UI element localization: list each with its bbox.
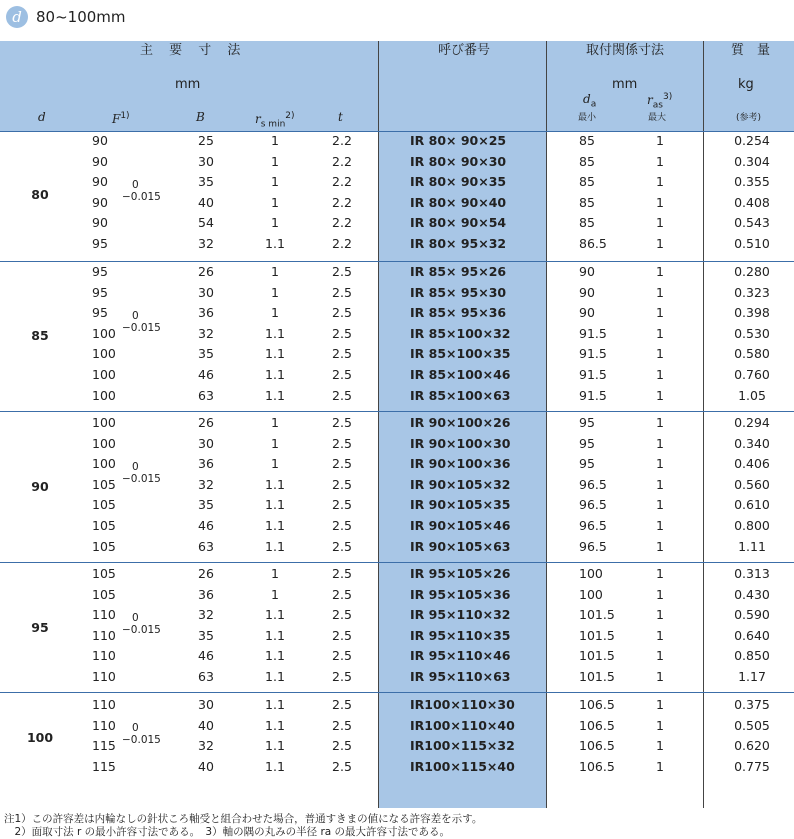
cell-ras: 1 xyxy=(656,627,664,643)
header-max: 最大 xyxy=(648,113,667,123)
cell-F: 105 xyxy=(92,538,116,554)
cell-mass: 0.398 xyxy=(734,305,770,321)
cell-t: 2.5 xyxy=(332,607,352,623)
bearing-designation: IR 85× 95×30 xyxy=(410,284,507,300)
cell-mass: 0.323 xyxy=(734,284,770,300)
cell-r: 1.1 xyxy=(265,476,285,492)
cell-B: 63 xyxy=(198,538,214,554)
bearing-designation: IR 85×100×63 xyxy=(410,387,511,403)
bearing-designation: IR 80× 90×40 xyxy=(410,194,507,210)
cell-t: 2.5 xyxy=(332,367,352,382)
cell-F: 105 xyxy=(92,518,116,533)
bearing-designation: IR 85×100×35 xyxy=(410,346,511,362)
header-col-da-label: d xyxy=(583,92,591,106)
cell-r: 1 xyxy=(271,264,279,279)
group-separator xyxy=(0,131,794,132)
cell-r: 1 xyxy=(271,586,279,602)
cell-ras: 1 xyxy=(656,346,664,362)
cell-B: 26 xyxy=(198,566,214,581)
header-col-F xyxy=(112,109,130,126)
cell-da: 95 xyxy=(579,456,595,472)
cell-B: 32 xyxy=(198,738,214,754)
cell-t: 2.2 xyxy=(332,174,352,190)
bearing-designation: IR 80× 90×54 xyxy=(410,215,507,231)
bearing-designation: IR 85×100×32 xyxy=(410,325,511,341)
cell-t: 2.2 xyxy=(332,215,352,231)
cell-mass: 0.505 xyxy=(734,717,770,733)
bearing-designation: IR100×110×40 xyxy=(410,717,515,733)
cell-r: 1.1 xyxy=(265,607,285,623)
cell-B: 46 xyxy=(198,648,214,664)
cell-mass: 0.408 xyxy=(734,194,770,210)
cell-da: 106.5 xyxy=(579,697,615,712)
cell-ras: 1 xyxy=(656,538,664,554)
cell-da: 106.5 xyxy=(579,717,615,733)
cell-ras: 1 xyxy=(656,325,664,341)
cell-B: 46 xyxy=(198,367,214,382)
cell-F: 90 xyxy=(92,174,108,190)
cell-F: 105 xyxy=(92,566,116,581)
cell-ras: 1 xyxy=(656,236,664,251)
cell-t: 2.2 xyxy=(332,153,352,169)
group-separator xyxy=(0,411,794,412)
cell-mass: 1.17 xyxy=(738,669,766,684)
cell-F: 100 xyxy=(92,387,116,403)
cell-mass: 0.280 xyxy=(734,264,770,279)
cell-F: 90 xyxy=(92,153,108,169)
cell-F: 110 xyxy=(92,669,116,684)
cell-mass: 0.430 xyxy=(734,586,770,602)
bearing-designation: IR 80× 95×32 xyxy=(410,236,507,251)
cell-F: 95 xyxy=(92,236,108,251)
cell-mass: 0.406 xyxy=(734,456,770,472)
bearing-designation: IR 95×110×63 xyxy=(410,669,511,684)
cell-r: 1 xyxy=(271,305,279,321)
cell-B: 30 xyxy=(198,284,214,300)
cell-F: 100 xyxy=(92,415,116,430)
page-title xyxy=(6,4,126,30)
cell-F: 105 xyxy=(92,476,116,492)
cell-mass: 0.620 xyxy=(734,738,770,754)
bearing-designation: IR 95×105×36 xyxy=(410,586,511,602)
cell-da: 85 xyxy=(579,153,595,169)
cell-t: 2.5 xyxy=(332,717,352,733)
cell-B: 35 xyxy=(198,497,214,513)
group-bore-d: 80 xyxy=(31,186,49,202)
cell-F: 110 xyxy=(92,648,116,664)
cell-r: 1 xyxy=(271,133,279,148)
group-separator xyxy=(0,261,794,262)
cell-r: 1.1 xyxy=(265,758,285,774)
cell-B: 26 xyxy=(198,264,214,279)
cell-ras: 1 xyxy=(656,305,664,321)
cell-mass: 0.610 xyxy=(734,497,770,513)
bearing-designation: IR 90×100×30 xyxy=(410,435,511,451)
cell-B: 36 xyxy=(198,456,214,472)
cell-da: 96.5 xyxy=(579,476,607,492)
cell-r: 1 xyxy=(271,284,279,300)
cell-ras: 1 xyxy=(656,456,664,472)
title-symbol-badge: d xyxy=(6,6,28,28)
cell-t: 2.5 xyxy=(332,758,352,774)
cell-F: 110 xyxy=(92,607,116,623)
cell-B: 40 xyxy=(198,717,214,733)
title-range: 80~100mm xyxy=(36,8,126,26)
bearing-designation: IR 80× 90×30 xyxy=(410,153,507,169)
cell-F: 95 xyxy=(92,284,108,300)
cell-F: 90 xyxy=(92,215,108,231)
cell-r: 1 xyxy=(271,415,279,430)
cell-F: 100 xyxy=(92,367,116,382)
header-col-r xyxy=(255,109,295,131)
cell-B: 32 xyxy=(198,325,214,341)
cell-da: 86.5 xyxy=(579,236,607,251)
footnote-1: 注1）この許容差は内輪なしの針状ころ軸受と組合わせた場合，普通すきまの値になる許容差を示す。 xyxy=(4,813,483,825)
tolerance-upper: 0 xyxy=(132,460,139,473)
cell-B: 63 xyxy=(198,387,214,403)
header-mass: 質 量 xyxy=(731,43,771,58)
cell-t: 2.5 xyxy=(332,346,352,362)
bearing-designation: IR 90×100×36 xyxy=(410,456,511,472)
cell-r: 1.1 xyxy=(265,697,285,712)
cell-F: 110 xyxy=(92,697,116,712)
header-col-B: B xyxy=(196,110,205,124)
cell-da: 101.5 xyxy=(579,627,615,643)
cell-B: 32 xyxy=(198,476,214,492)
cell-t: 2.5 xyxy=(332,264,352,279)
cell-F: 100 xyxy=(92,325,116,341)
cell-t: 2.5 xyxy=(332,305,352,321)
cell-B: 25 xyxy=(198,133,214,148)
cell-ras: 1 xyxy=(656,476,664,492)
cell-ras: 1 xyxy=(656,566,664,581)
cell-mass: 0.355 xyxy=(734,174,770,190)
cell-r: 1.1 xyxy=(265,367,285,382)
cell-t: 2.5 xyxy=(332,476,352,492)
bearing-designation: IR 85×100×46 xyxy=(410,367,511,382)
cell-r: 1.1 xyxy=(265,387,285,403)
cell-da: 91.5 xyxy=(579,387,607,403)
cell-t: 2.5 xyxy=(332,738,352,754)
cell-ras: 1 xyxy=(656,215,664,231)
cell-F: 110 xyxy=(92,627,116,643)
bearing-designation: IR100×115×40 xyxy=(410,758,515,774)
cell-B: 40 xyxy=(198,758,214,774)
header-col-da xyxy=(583,92,596,111)
cell-r: 1 xyxy=(271,194,279,210)
cell-ras: 1 xyxy=(656,497,664,513)
bearing-designation: IR 85× 95×36 xyxy=(410,305,507,321)
cell-da: 96.5 xyxy=(579,518,607,533)
cell-F: 95 xyxy=(92,264,108,279)
header-col-ras-sup: 3) xyxy=(662,92,673,102)
cell-r: 1.1 xyxy=(265,669,285,684)
cell-da: 100 xyxy=(579,586,603,602)
cell-mass: 1.05 xyxy=(738,387,766,403)
header-min: 最小 xyxy=(578,113,597,123)
cell-B: 32 xyxy=(198,607,214,623)
cell-t: 2.5 xyxy=(332,669,352,684)
cell-mass: 0.375 xyxy=(734,697,770,712)
header-col-r-sub: s min xyxy=(260,119,286,130)
header-col-F-sup: 1) xyxy=(120,111,130,121)
cell-da: 95 xyxy=(579,415,595,430)
cell-F: 90 xyxy=(92,194,108,210)
cell-t: 2.5 xyxy=(332,325,352,341)
cell-ras: 1 xyxy=(656,174,664,190)
cell-ras: 1 xyxy=(656,194,664,210)
cell-B: 46 xyxy=(198,518,214,533)
cell-da: 100 xyxy=(579,566,603,581)
bearing-designation: IR 90×100×26 xyxy=(410,415,511,430)
cell-r: 1 xyxy=(271,566,279,581)
header-col-ras-label: r xyxy=(647,93,653,107)
tolerance-upper: 0 xyxy=(132,309,139,322)
cell-ras: 1 xyxy=(656,367,664,382)
header-col-r-sup: 2) xyxy=(285,111,295,121)
cell-t: 2.5 xyxy=(332,538,352,554)
cell-B: 36 xyxy=(198,305,214,321)
cell-t: 2.5 xyxy=(332,435,352,451)
cell-B: 36 xyxy=(198,586,214,602)
cell-mass: 0.760 xyxy=(734,367,770,382)
cell-B: 54 xyxy=(198,215,214,231)
cell-F: 100 xyxy=(92,346,116,362)
cell-B: 63 xyxy=(198,669,214,684)
cell-F: 110 xyxy=(92,717,116,733)
cell-ras: 1 xyxy=(656,133,664,148)
header-col-d: d xyxy=(38,110,46,124)
group-bore-d: 100 xyxy=(26,730,54,746)
cell-t: 2.5 xyxy=(332,566,352,581)
cell-da: 85 xyxy=(579,215,595,231)
cell-mass: 0.543 xyxy=(734,215,770,231)
cell-da: 96.5 xyxy=(579,538,607,554)
cell-F: 115 xyxy=(92,738,116,754)
cell-da: 91.5 xyxy=(579,325,607,341)
cell-da: 85 xyxy=(579,194,595,210)
header-designation: 呼び番号 xyxy=(438,43,491,58)
cell-mass: 1.11 xyxy=(738,538,766,554)
cell-t: 2.2 xyxy=(332,133,352,148)
cell-ras: 1 xyxy=(656,586,664,602)
cell-ras: 1 xyxy=(656,435,664,451)
group-separator xyxy=(0,692,794,693)
cell-F: 100 xyxy=(92,435,116,451)
cell-ras: 1 xyxy=(656,387,664,403)
header-main-dims: 主 要 寸 法 xyxy=(140,43,247,58)
cell-mass: 0.800 xyxy=(734,518,770,533)
bearing-designation: IR100×115×32 xyxy=(410,738,515,754)
cell-mass: 0.294 xyxy=(734,415,770,430)
cell-r: 1.1 xyxy=(265,346,285,362)
header-col-F-label: F xyxy=(112,112,121,126)
bearing-designation: IR 85× 95×26 xyxy=(410,264,507,279)
cell-ras: 1 xyxy=(656,264,664,279)
cell-F: 95 xyxy=(92,305,108,321)
cell-r: 1 xyxy=(271,456,279,472)
cell-r: 1.1 xyxy=(265,497,285,513)
cell-da: 101.5 xyxy=(579,669,615,684)
cell-t: 2.5 xyxy=(332,284,352,300)
cell-r: 1.1 xyxy=(265,627,285,643)
cell-mass: 0.850 xyxy=(734,648,770,664)
cell-mass: 0.775 xyxy=(734,758,770,774)
tolerance-lower: −0.015 xyxy=(122,623,161,636)
cell-da: 91.5 xyxy=(579,367,607,382)
cell-ras: 1 xyxy=(656,153,664,169)
header-col-t: t xyxy=(338,110,343,124)
bearing-designation: IR 80× 90×25 xyxy=(410,133,507,148)
cell-mass: 0.304 xyxy=(734,153,770,169)
cell-t: 2.2 xyxy=(332,194,352,210)
unit-mm: mm xyxy=(175,77,201,92)
cell-ras: 1 xyxy=(656,717,664,733)
tolerance-lower: −0.015 xyxy=(122,321,161,334)
cell-t: 2.5 xyxy=(332,586,352,602)
cell-ras: 1 xyxy=(656,518,664,533)
cell-B: 32 xyxy=(198,236,214,251)
cell-mass: 0.640 xyxy=(734,627,770,643)
cell-r: 1.1 xyxy=(265,538,285,554)
cell-r: 1.1 xyxy=(265,325,285,341)
cell-da: 101.5 xyxy=(579,648,615,664)
unit-kg: kg xyxy=(738,77,754,92)
cell-da: 106.5 xyxy=(579,758,615,774)
cell-t: 2.5 xyxy=(332,697,352,712)
cell-t: 2.5 xyxy=(332,648,352,664)
cell-B: 30 xyxy=(198,153,214,169)
tolerance-upper: 0 xyxy=(132,721,139,734)
cell-B: 35 xyxy=(198,627,214,643)
unit-mm-mount: mm xyxy=(612,77,638,92)
cell-da: 101.5 xyxy=(579,607,615,623)
header-col-ras-sub: as xyxy=(652,100,663,111)
cell-ras: 1 xyxy=(656,284,664,300)
cell-da: 85 xyxy=(579,133,595,148)
header-col-da-sub: a xyxy=(590,99,597,110)
cell-r: 1 xyxy=(271,153,279,169)
bearing-designation: IR 90×105×35 xyxy=(410,497,511,513)
cell-da: 95 xyxy=(579,435,595,451)
cell-r: 1.1 xyxy=(265,236,285,251)
cell-B: 30 xyxy=(198,697,214,712)
tolerance-lower: −0.015 xyxy=(122,733,161,746)
group-bore-d: 95 xyxy=(31,619,49,635)
cell-ras: 1 xyxy=(656,697,664,712)
cell-F: 105 xyxy=(92,586,116,602)
cell-mass: 0.340 xyxy=(734,435,770,451)
cell-mass: 0.560 xyxy=(734,476,770,492)
cell-r: 1 xyxy=(271,435,279,451)
bearing-designation: IR 90×105×63 xyxy=(410,538,511,554)
bearing-designation: IR100×110×30 xyxy=(410,697,515,712)
cell-mass: 0.254 xyxy=(734,133,770,148)
tolerance-upper: 0 xyxy=(132,611,139,624)
cell-B: 35 xyxy=(198,346,214,362)
cell-mass: 0.580 xyxy=(734,346,770,362)
bearing-designation: IR 95×110×32 xyxy=(410,607,511,623)
cell-r: 1.1 xyxy=(265,738,285,754)
cell-da: 96.5 xyxy=(579,497,607,513)
cell-da: 106.5 xyxy=(579,738,615,754)
cell-t: 2.5 xyxy=(332,387,352,403)
bearing-designation: IR 95×110×46 xyxy=(410,648,511,664)
bearing-designation: IR 80× 90×35 xyxy=(410,174,507,190)
cell-B: 35 xyxy=(198,174,214,190)
cell-r: 1 xyxy=(271,174,279,190)
cell-F: 115 xyxy=(92,758,116,774)
header-col-ras xyxy=(647,90,672,112)
cell-ras: 1 xyxy=(656,415,664,430)
cell-B: 26 xyxy=(198,415,214,430)
bearing-designation: IR 90×105×46 xyxy=(410,518,511,533)
cell-F: 100 xyxy=(92,456,116,472)
cell-t: 2.5 xyxy=(332,497,352,513)
cell-ras: 1 xyxy=(656,758,664,774)
cell-F: 105 xyxy=(92,497,116,513)
bearing-designation: IR 90×105×32 xyxy=(410,476,511,492)
header-mounting: 取付関係寸法 xyxy=(586,43,665,58)
cell-mass: 0.510 xyxy=(734,236,770,251)
cell-r: 1 xyxy=(271,215,279,231)
cell-da: 90 xyxy=(579,305,595,321)
cell-B: 30 xyxy=(198,435,214,451)
cell-mass: 0.313 xyxy=(734,566,770,581)
tolerance-lower: −0.015 xyxy=(122,190,161,203)
cell-t: 2.5 xyxy=(332,518,352,533)
cell-da: 85 xyxy=(579,174,595,190)
cell-t: 2.5 xyxy=(332,627,352,643)
cell-da: 90 xyxy=(579,284,595,300)
group-separator xyxy=(0,562,794,563)
cell-B: 40 xyxy=(198,194,214,210)
cell-mass: 0.530 xyxy=(734,325,770,341)
header-col-r-label: r xyxy=(255,112,261,126)
footnote-2-3: 2）面取寸法 r の最小許容寸法である。 3）軸の隅の丸みの半径 ra の最大許容寸法である。 xyxy=(4,826,451,838)
group-bore-d: 85 xyxy=(31,328,49,344)
cell-ras: 1 xyxy=(656,738,664,754)
cell-da: 91.5 xyxy=(579,346,607,362)
cell-t: 2.5 xyxy=(332,456,352,472)
cell-t: 2.5 xyxy=(332,415,352,430)
cell-ras: 1 xyxy=(656,669,664,684)
tolerance-lower: −0.015 xyxy=(122,472,161,485)
cell-ras: 1 xyxy=(656,648,664,664)
cell-r: 1.1 xyxy=(265,648,285,664)
header-ref: (参考) xyxy=(736,113,762,123)
tolerance-upper: 0 xyxy=(132,178,139,191)
cell-t: 2.2 xyxy=(332,236,352,251)
cell-r: 1.1 xyxy=(265,717,285,733)
bearing-designation: IR 95×105×26 xyxy=(410,566,511,581)
cell-ras: 1 xyxy=(656,607,664,623)
cell-F: 90 xyxy=(92,133,108,148)
cell-mass: 0.590 xyxy=(734,607,770,623)
group-bore-d: 90 xyxy=(31,479,49,495)
cell-r: 1.1 xyxy=(265,518,285,533)
cell-da: 90 xyxy=(579,264,595,279)
bearing-designation: IR 95×110×35 xyxy=(410,627,511,643)
